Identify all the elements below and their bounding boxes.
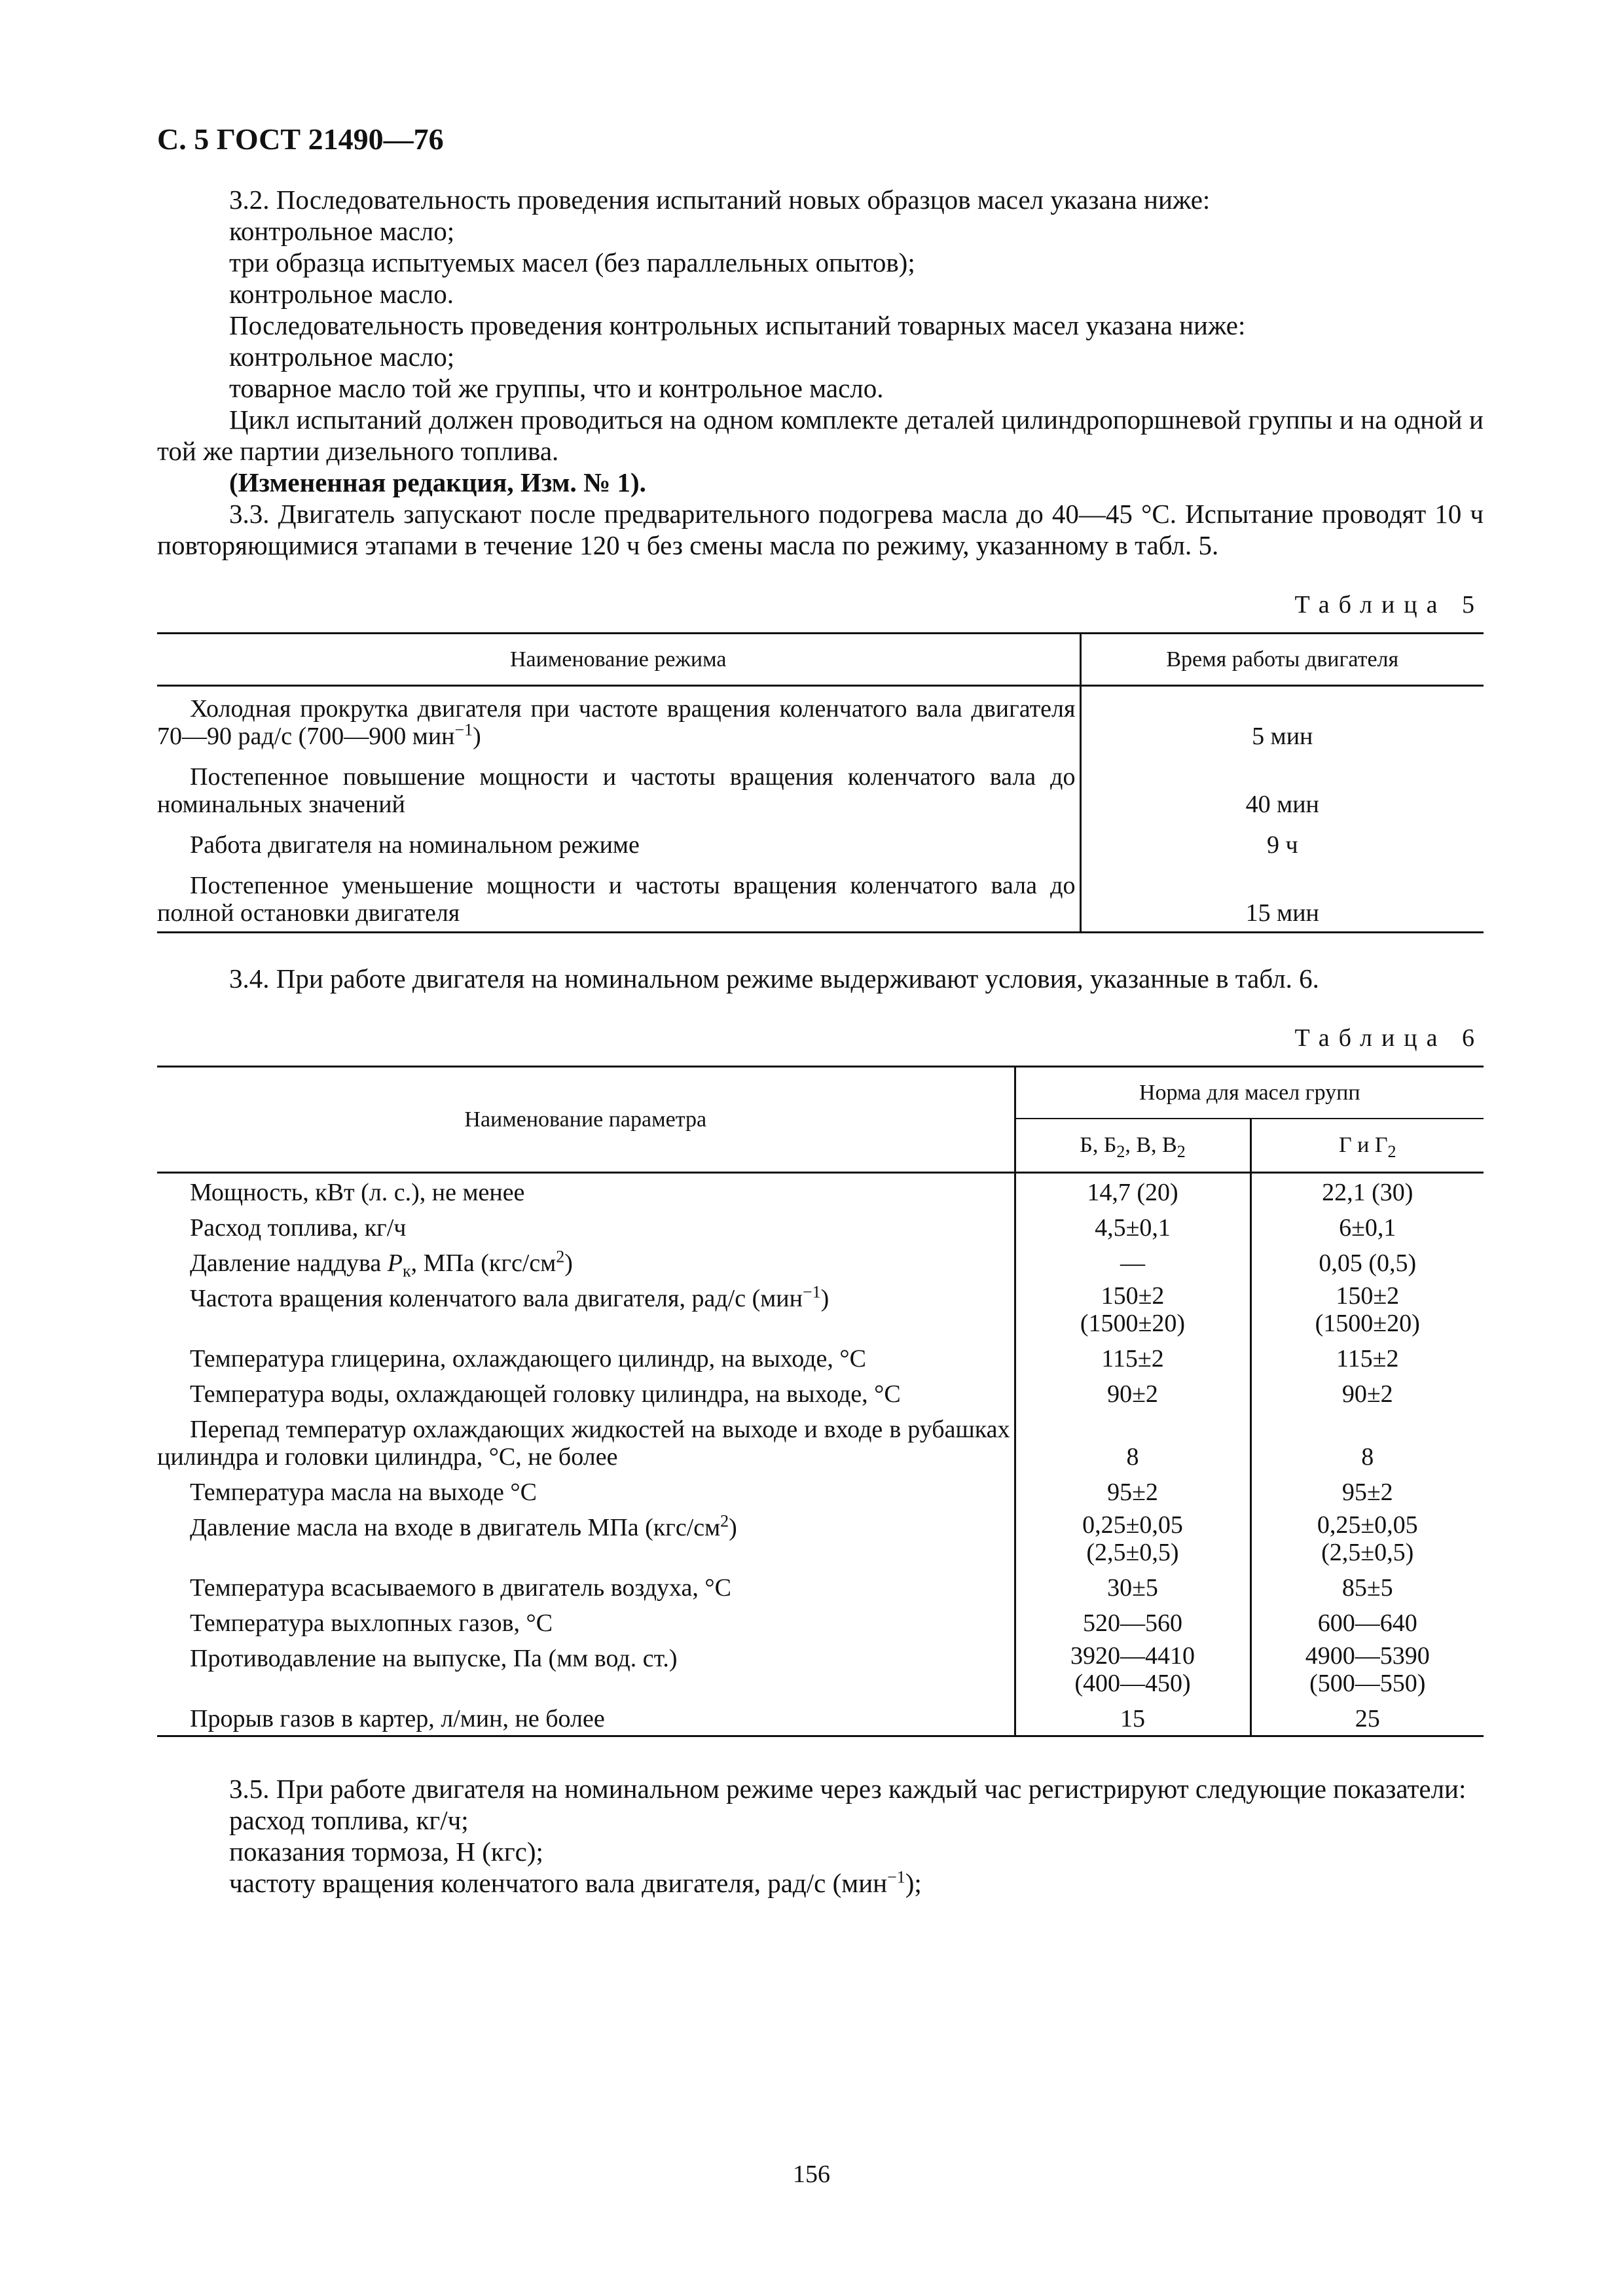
table6-param-cell [157,1375,1015,1410]
page-header: С. 5 ГОСТ 21490—76 [157,122,444,156]
table6-value-group-b [1015,1209,1250,1244]
text-line: контрольное масло. [229,279,454,309]
text-part: ); [905,1868,922,1898]
table-6 [157,1066,1484,1737]
header-subscript: 2 [1176,1141,1186,1161]
table5-header-mode: Наименование режима [157,634,1080,686]
mode-text: Работа двигателя на номинальном режиме [190,831,640,859]
table-row [157,1340,1484,1375]
table6-value-group-b [1015,1640,1250,1700]
param-text: Температура масла на выходе °С [190,1479,537,1506]
value-line: (1500±20) [1315,1310,1420,1337]
param-text: Прорыв газов в картер, л/мин, не более [190,1705,605,1732]
table6-param-cell [157,1280,1015,1340]
table6-value-group-g [1250,1640,1484,1700]
value-line: 90±2 [1107,1380,1158,1408]
superscript: 2 [720,1511,729,1531]
text-line: 3.2. Последовательность проведения испытаний новых образцов масел указана ниже: [229,185,1211,215]
table6-value-group-b [1015,1173,1250,1210]
table5-time-cell: 40 мин [1245,791,1319,818]
table5-mode-cell [157,863,1080,933]
table5-caption: Таблица 5 [1294,591,1484,619]
table6-header-norm: Норма для масел групп [1015,1067,1484,1119]
table6-param-cell [157,1173,1015,1210]
value-line: (400—450) [1074,1670,1191,1697]
table6-value-group-b [1015,1244,1250,1280]
table6-value-group-g [1250,1700,1484,1736]
value-line: (2,5±0,5) [1086,1539,1179,1566]
list-item: показания тормоза, Н (кгс); [229,1837,543,1867]
table-row [157,1209,1484,1244]
table6-value-group-g [1250,1209,1484,1244]
value-line: 0,25±0,05 [1317,1511,1418,1539]
value-line: (500—550) [1309,1670,1426,1697]
table6-value-group-b [1015,1375,1250,1410]
table-row [157,755,1484,823]
amendment-note: (Измененная редакция, Изм. № 1). [229,467,646,497]
table6-value-group-b [1015,1473,1250,1509]
header-text: , В, В [1125,1133,1177,1157]
value-line: 30±5 [1107,1574,1158,1602]
table5-time-cell: 15 мин [1245,899,1319,927]
table5-time-cell: 5 мин [1252,723,1313,750]
param-text: , МПа (кгс/см [410,1249,556,1277]
subscript: к [403,1261,411,1281]
section-3-5-intro: 3.5. При работе двигателя на номинальном режиме через каждый час регистрируют следующие показатели: [229,1774,1467,1804]
table6-value-group-g [1250,1473,1484,1509]
value-line: 0,25±0,05 [1082,1511,1183,1539]
table-row [157,863,1484,933]
value-line: (2,5±0,5) [1321,1539,1414,1566]
table-row [157,1473,1484,1509]
table-row [157,1640,1484,1700]
param-text: Температура всасываемого в двигатель воздуха, °С [190,1574,731,1602]
value-line: 95±2 [1107,1479,1158,1506]
value-line: 15 [1120,1705,1145,1732]
text-line: товарное масло той же группы, что и контрольное масло. [229,373,884,403]
param-text: Частота вращения коленчатого вала двигателя, рад/с (мин [190,1285,803,1312]
superscript: −1 [887,1867,905,1887]
value-line: 150±2 [1336,1282,1400,1310]
table6-value-group-b [1015,1700,1250,1736]
table5-mode-cell [157,823,1080,863]
table6-value-group-g [1250,1569,1484,1604]
value-line: 14,7 (20) [1087,1179,1178,1206]
param-text: Мощность, кВт (л. с.), не менее [190,1179,525,1206]
document-page [157,121,1484,1899]
table-row [157,1173,1484,1210]
table6-value-group-g [1250,1375,1484,1410]
table6-header-group-g [1250,1119,1484,1173]
value-line: 115±2 [1336,1345,1399,1372]
table5-header-time: Время работы двигателя [1080,634,1484,686]
table6-value-group-g [1250,1280,1484,1340]
table-5 [157,632,1484,933]
param-text: Температура выхлопных газов, °С [190,1609,553,1637]
header-subscript: 2 [1387,1141,1396,1161]
table-row [157,1280,1484,1340]
value-line: 520—560 [1083,1609,1182,1637]
page-number: 156 [793,2161,830,2188]
value-line: 115±2 [1101,1345,1164,1372]
text-line: контрольное масло; [229,342,455,372]
table6-value-group-g [1250,1340,1484,1375]
header-text: Б, Б [1080,1133,1117,1157]
value-line: 600—640 [1317,1609,1417,1637]
table6-value-group-b [1015,1280,1250,1340]
table-row [157,1410,1484,1473]
table6-caption: Таблица 6 [1294,1024,1484,1052]
cycle-paragraph: Цикл испытаний должен проводиться на одном комплекте деталей цилиндропоршневой группы и на одной и той же партии дизельного топлива. [157,404,1484,466]
table-row [157,1509,1484,1569]
table6-value-group-b [1015,1604,1250,1640]
table6-param-cell [157,1410,1015,1473]
table6-param-cell [157,1700,1015,1736]
text-line: три образца испытуемых масел (без параллельных опытов); [229,247,915,278]
table6-param-cell [157,1473,1015,1509]
value-line: 3920—4410 [1070,1642,1195,1670]
mode-text: Постепенное уменьшение мощности и частоты вращения коленчатого вала до полной остановки двигателя [157,872,1076,927]
table6-param-cell [157,1340,1015,1375]
table5-mode-cell [157,755,1080,823]
table6-param-cell [157,1244,1015,1280]
table-row [157,686,1484,755]
table6-value-group-g [1250,1244,1484,1280]
value-line: (1500±20) [1080,1310,1186,1337]
mode-text: Постепенное повышение мощности и частоты вращения коленчатого вала до номинальных значений [157,763,1076,818]
section-3-5 [157,1773,1484,1899]
param-text: Температура глицерина, охлаждающего цилиндр, на выходе, °С [190,1345,866,1372]
table5-time-cell: 9 ч [1266,831,1298,859]
table-row [157,1244,1484,1280]
param-text-tail: ) [564,1249,573,1277]
table6-value-group-g [1250,1509,1484,1569]
param-text: Противодавление на выпуске, Па (мм вод. ст.) [190,1645,678,1672]
superscript: 2 [556,1247,565,1266]
header-subscript: 2 [1116,1141,1125,1161]
value-line: 90±2 [1341,1380,1393,1408]
param-text: Перепад температур охлаждающих жидкостей на выходе и входе в рубашках цилиндра и головки цилиндра, °С, не более [157,1416,1010,1471]
table6-value-group-g [1250,1173,1484,1210]
param-text-tail: ) [729,1514,737,1541]
superscript: −1 [802,1282,821,1302]
mode-text-tail: ) [473,723,481,750]
value-line: 95±2 [1341,1479,1393,1506]
table6-param-cell [157,1640,1015,1700]
table6-value-group-b [1015,1340,1250,1375]
table-row [157,1604,1484,1640]
param-symbol: P [387,1249,403,1277]
param-text: Давление масла на входе в двигатель МПа (кгс/см [190,1514,721,1541]
table6-value-group-b [1015,1410,1250,1473]
table6-value-group-b [1015,1509,1250,1569]
table-row [157,823,1484,863]
table6-value-group-b [1015,1569,1250,1604]
table6-param-cell [157,1509,1015,1569]
value-line: 4,5±0,1 [1095,1214,1171,1242]
value-line: 8 [1361,1443,1374,1471]
section-3-4: 3.4. При работе двигателя на номинальном режиме выдерживают условия, указанные в табл. 6. [229,963,1319,994]
table-row [157,1375,1484,1410]
table5-mode-cell [157,686,1080,755]
table-row [157,1569,1484,1604]
table-row [157,1700,1484,1736]
value-line: 0,05 (0,5) [1319,1249,1417,1277]
value-line: 85±5 [1341,1574,1393,1602]
table6-value-group-g [1250,1410,1484,1473]
header-text: Г и Г [1338,1133,1388,1157]
table6-param-cell [157,1209,1015,1244]
value-line: 22,1 (30) [1322,1179,1413,1206]
list-item-last [157,1867,1484,1899]
param-text: Расход топлива, кг/ч [190,1214,407,1242]
list-item: расход топлива, кг/ч; [229,1805,469,1835]
section-3-2 [157,184,1484,498]
table6-param-cell [157,1604,1015,1640]
param-text-tail: ) [820,1285,830,1312]
superscript: −1 [454,720,473,740]
param-text: Температура воды, охлаждающей головку цилиндра, на выходе, °С [190,1380,901,1408]
param-text: Давление наддува [190,1249,388,1277]
value-line: — [1120,1249,1145,1277]
value-line: 6±0,1 [1339,1214,1396,1242]
table6-header-parameter: Наименование параметра [157,1067,1015,1173]
section-3-3: 3.3. Двигатель запускают после предварительного подогрева масла до 40—45 °С. Испытание проводят 10 ч повторяющимися этапами в течение 120 ч без смены масла по режиму, указанному в табл. 5. [157,499,1484,560]
value-line: 4900—5390 [1305,1642,1430,1670]
table6-value-group-g [1250,1604,1484,1640]
text-line: Последовательность проведения контрольных испытаний товарных масел указана ниже: [229,310,1246,340]
value-line: 150±2 [1101,1282,1165,1310]
value-line: 25 [1355,1705,1380,1732]
text-line: контрольное масло; [229,216,455,246]
value-line: 8 [1126,1443,1139,1471]
table6-param-cell [157,1569,1015,1604]
table6-header-group-b [1015,1119,1250,1173]
mode-text: Холодная прокрутка двигателя при частоте вращения коленчатого вала двигателя 70—90 рад/с (700—900 мин [157,695,1076,750]
text-part: частоту вращения коленчатого вала двигателя, рад/с (мин [229,1868,888,1898]
